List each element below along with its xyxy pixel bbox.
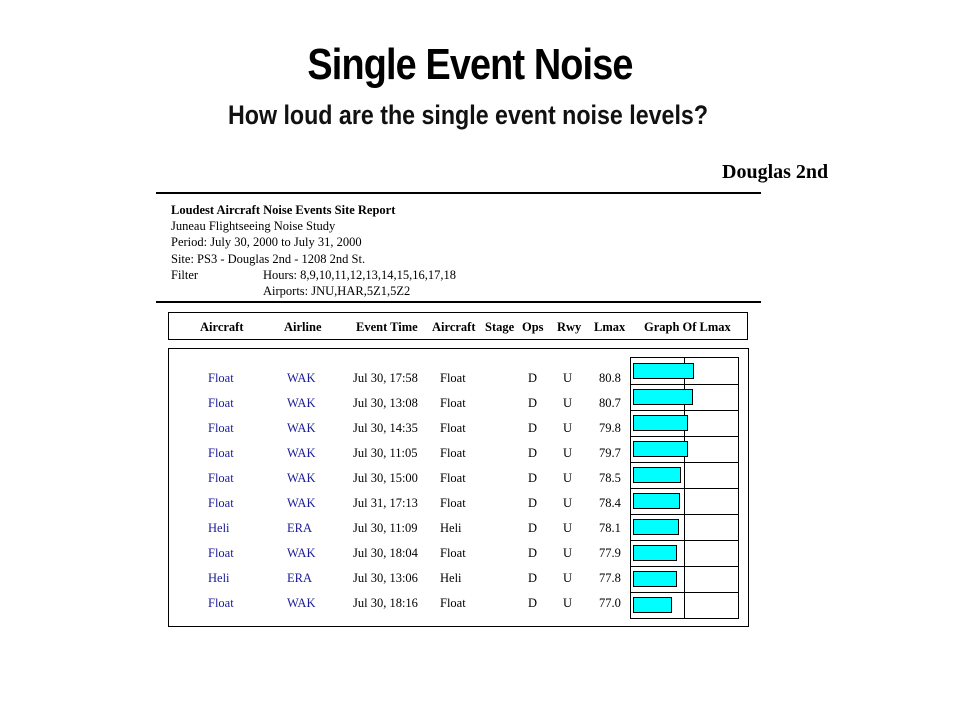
lmax-bar [633,441,688,457]
cell-airline: WAK [287,396,316,410]
col-ops: Ops [522,320,544,334]
cell-ops: D [528,571,538,585]
cell-event-time: Jul 30, 14:35 [353,421,418,435]
cell-event-time: Jul 30, 13:06 [353,571,418,585]
cell-lmax: 77.9 [599,546,621,560]
lmax-bar [633,545,677,561]
report-heading: Loudest Aircraft Noise Events Site Report [171,203,396,217]
cell-aircraft: Float [208,496,234,510]
report-airports-row [171,283,456,299]
cell-rwy: U [563,396,573,410]
top-divider [156,192,761,194]
cell-rwy: U [563,371,573,385]
report-filter-row [171,267,456,283]
lmax-graph [630,357,739,619]
cell-aircraft-type: Heli [440,521,462,535]
graph-gridline [631,488,738,489]
graph-gridline [631,514,738,515]
cell-lmax: 78.5 [599,471,621,485]
lmax-bar [633,467,681,483]
cell-ops: D [528,496,538,510]
site-name: Douglas 2nd [722,161,829,183]
cell-ops: D [528,396,538,410]
cell-airline: ERA [287,521,312,535]
cell-aircraft: Float [208,396,234,410]
lmax-bar [633,519,679,535]
cell-airline: WAK [287,596,316,610]
filter-airports: Airports: JNU,HAR,5Z1,5Z2 [263,284,411,299]
column-header-bar [168,312,748,340]
cell-aircraft: Float [208,446,234,460]
cell-aircraft: Float [208,471,234,485]
graph-gridline [631,566,738,567]
cell-event-time: Jul 30, 18:04 [353,546,418,560]
cell-aircraft-type: Float [440,421,466,435]
cell-aircraft-type: Float [440,496,466,510]
cell-event-time: Jul 30, 13:08 [353,396,418,410]
bottom-divider [156,301,761,303]
cell-rwy: U [563,421,573,435]
lmax-bar [633,389,693,405]
cell-lmax: 77.8 [599,571,621,585]
col-graph: Graph Of Lmax [644,320,731,334]
cell-airline: WAK [287,421,316,435]
cell-airline: WAK [287,546,316,560]
cell-lmax: 77.0 [599,596,621,610]
page-title: Single Event Noise [307,40,633,89]
cell-aircraft: Heli [208,571,230,585]
cell-aircraft-type: Float [440,596,466,610]
graph-gridline [631,462,738,463]
report-study: Juneau Flightseeing Noise Study [171,219,336,234]
col-lmax: Lmax [594,320,626,334]
lmax-bar [633,363,694,379]
lmax-bar [633,415,688,431]
cell-lmax: 78.4 [599,496,621,510]
cell-rwy: U [563,571,573,585]
cell-aircraft-type: Float [440,446,466,460]
col-rwy: Rwy [557,320,582,334]
report-period: Period: July 30, 2000 to July 31, 2000 [171,235,362,250]
cell-rwy: U [563,471,573,485]
cell-airline: ERA [287,571,312,585]
cell-aircraft: Float [208,596,234,610]
cell-lmax: 79.7 [599,446,621,460]
cell-event-time: Jul 30, 15:00 [353,471,418,485]
page-subtitle: How loud are the single event noise levels? [227,100,709,130]
cell-rwy: U [563,496,573,510]
filter-label: Filter [171,267,199,282]
cell-airline: WAK [287,496,316,510]
cell-rwy: U [563,596,573,610]
cell-event-time: Jul 30, 11:09 [353,521,418,535]
graph-gridline [631,410,738,411]
cell-ops: D [528,471,538,485]
cell-aircraft: Heli [208,521,230,535]
cell-aircraft: Float [208,371,234,385]
cell-lmax: 80.8 [599,371,621,385]
cell-rwy: U [563,546,573,560]
graph-gridline [631,540,738,541]
cell-event-time: Jul 30, 17:58 [353,371,418,385]
cell-aircraft-type: Float [440,471,466,485]
cell-aircraft-type: Float [440,546,466,560]
cell-ops: D [528,546,538,560]
lmax-bar [633,597,672,613]
report-header [171,202,456,299]
graph-gridline [631,384,738,385]
cell-lmax: 79.8 [599,421,621,435]
cell-lmax: 78.1 [599,521,621,535]
cell-aircraft-type: Float [440,371,466,385]
cell-event-time: Jul 31, 17:13 [353,496,418,510]
cell-airline: WAK [287,471,316,485]
cell-airline: WAK [287,446,316,460]
cell-airline: WAK [287,371,316,385]
cell-aircraft-type: Heli [440,571,462,585]
report-site: Site: PS3 - Douglas 2nd - 1208 2nd St. [171,251,366,266]
cell-lmax: 80.7 [599,396,621,410]
lmax-bar [633,493,680,509]
col-event-time: Event Time [356,320,418,334]
cell-event-time: Jul 30, 11:05 [353,446,418,460]
cell-ops: D [528,596,538,610]
lmax-bar [633,571,677,587]
col-airline: Airline [284,320,322,334]
col-aircraft: Aircraft [200,320,244,334]
cell-aircraft-type: Float [440,396,466,410]
cell-aircraft: Float [208,421,234,435]
col-stage: Stage [485,320,515,334]
graph-gridline [631,436,738,437]
col-aircraft-type: Aircraft [432,320,476,334]
cell-aircraft: Float [208,546,234,560]
cell-ops: D [528,521,538,535]
cell-rwy: U [563,446,573,460]
cell-rwy: U [563,521,573,535]
graph-gridline [631,592,738,593]
cell-ops: D [528,446,538,460]
cell-ops: D [528,371,538,385]
cell-ops: D [528,421,538,435]
cell-event-time: Jul 30, 18:16 [353,596,418,610]
filter-hours: Hours: 8,9,10,11,12,13,14,15,16,17,18 [263,267,456,282]
